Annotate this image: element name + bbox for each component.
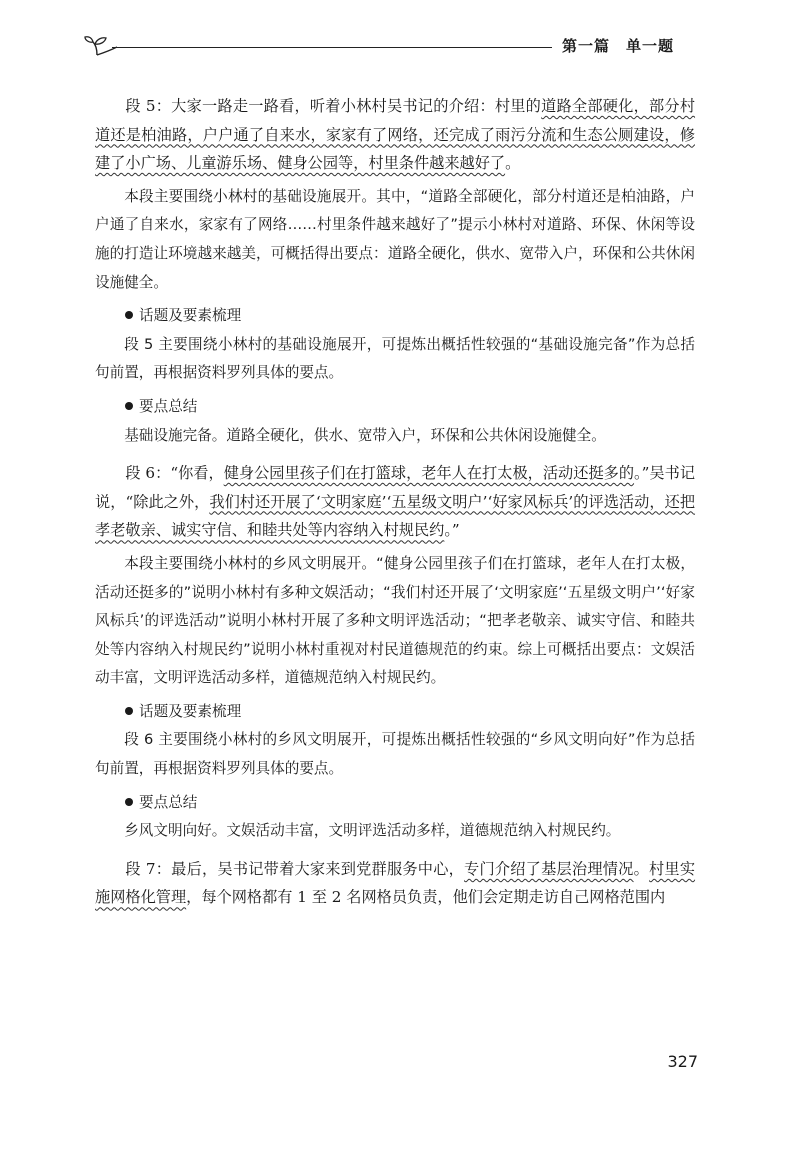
segment-6 — [95, 459, 695, 545]
bullet-icon — [125, 402, 133, 410]
page-body — [95, 92, 695, 912]
bullet-heading — [95, 393, 695, 422]
summary-paragraph: 基础设施完备。道路全硬化，供水、宽带入户，环保和公共休闲设施健全。 — [124, 426, 606, 444]
segment-text: 。 — [505, 154, 521, 173]
bullet-icon — [125, 798, 133, 806]
bullet-heading — [95, 698, 695, 727]
header-rule — [112, 47, 552, 48]
segment-label: 段 5： — [125, 97, 172, 115]
bullet-icon — [125, 707, 133, 715]
analysis-paragraph: 本段主要围绕小林村的基础设施展开。其中，“道路全部硬化，部分村道还是柏油路，户户通了自来水，家家有了网络……村里条件越来越好了”提示小林村对道路、环保、休闲等设施的打造让环境越来越美，可概括得出要点：道路全硬化，供水、宽带入户，环保和公共休闲设施健全。 — [95, 187, 695, 291]
bullet-title: 要点总结 — [139, 793, 198, 811]
analysis-paragraph: 本段主要围绕小林村的乡风文明展开。“健身公园里孩子们在打篮球，老年人在打太极，活动还挺多的”说明小林村有多种文娱活动；“我们村还开展了‘文明家庭’‘五星级文明户’‘好家风标兵’的评选活动”说明小林村开展了多种文明评选活动；“把孝老敬亲、诚实守信、和睦共处等内容纳入村规民约”说明小林村重视对村民道德规范的约束。综上可概括出要点：文娱活动丰富，文明评选活动多样，道德规范纳入村规民约。 — [95, 554, 695, 687]
header-title — [562, 35, 674, 56]
segment-text: 。 — [633, 859, 650, 878]
topic-paragraph: 段 6 主要围绕小林村的乡风文明展开，可提炼出概括性较强的“乡风文明向好”作为总括句前置，再根据资料罗列具体的要点。 — [95, 731, 695, 778]
wavy-highlight: 道路全部硬化，部分村道还是柏油路，户户通了自来水，家家有了网络，还完成了雨污分流和生态公厕建设，修建了小广场、儿童游乐场、健身公园等，村里条件越来越好了 — [95, 97, 696, 173]
bullet-heading — [95, 789, 695, 818]
wavy-highlight: 我们村还开展了‘文明家庭’‘五星级文明户’‘好家风标兵’的评选活动，还把孝老敬亲、诚实守信、和睦共处等内容纳入村规民约 — [95, 492, 696, 540]
bullet-heading — [95, 302, 695, 331]
wavy-highlight: 健身公园里孩子们在打篮球，老年人在打太极，活动还挺多的 — [223, 464, 635, 483]
segment-text: 。” — [444, 521, 460, 540]
segment-text: ，每个网格都有 1 至 2 名网格员负责，他们会定期走访自己网格范围内 — [186, 888, 666, 907]
bullet-title: 要点总结 — [139, 397, 198, 415]
topic-paragraph: 段 5 主要围绕小林村的基础设施展开，可提炼出概括性较强的“基础设施完备”作为总括句前置，再根据资料罗列具体的要点。 — [95, 335, 695, 382]
segment-label: 段 7： — [125, 859, 172, 878]
segment-text: “你看， — [170, 464, 224, 483]
wavy-highlight: 专门介绍了基层治理情况 — [464, 859, 634, 878]
section-label: 单一题 — [626, 37, 675, 55]
chapter-label: 第一篇 — [562, 37, 611, 55]
page-header — [0, 30, 800, 60]
bullet-title: 话题及要素梳理 — [139, 702, 242, 720]
page-number: 327 — [667, 1052, 698, 1071]
segment-5 — [95, 92, 695, 178]
summary-paragraph: 乡风文明向好。文娱活动丰富，文明评选活动多样，道德规范纳入村规民约。 — [124, 822, 621, 840]
bullet-title: 话题及要素梳理 — [139, 307, 242, 325]
segment-text: 大家一路走一路看，听着小林村吴书记的介绍：村里的 — [171, 97, 542, 115]
segment-label: 段 6： — [125, 464, 171, 483]
segment-7 — [95, 855, 695, 912]
segment-text: 最后，吴书记带着大家来到党群服务中心， — [171, 859, 465, 878]
sprout-icon — [83, 34, 117, 56]
wavy-highlight: 村里实施网格化管理 — [95, 859, 696, 907]
segment-text: 。”吴书记说，“除此之外， — [95, 464, 696, 511]
bullet-icon — [125, 311, 133, 319]
